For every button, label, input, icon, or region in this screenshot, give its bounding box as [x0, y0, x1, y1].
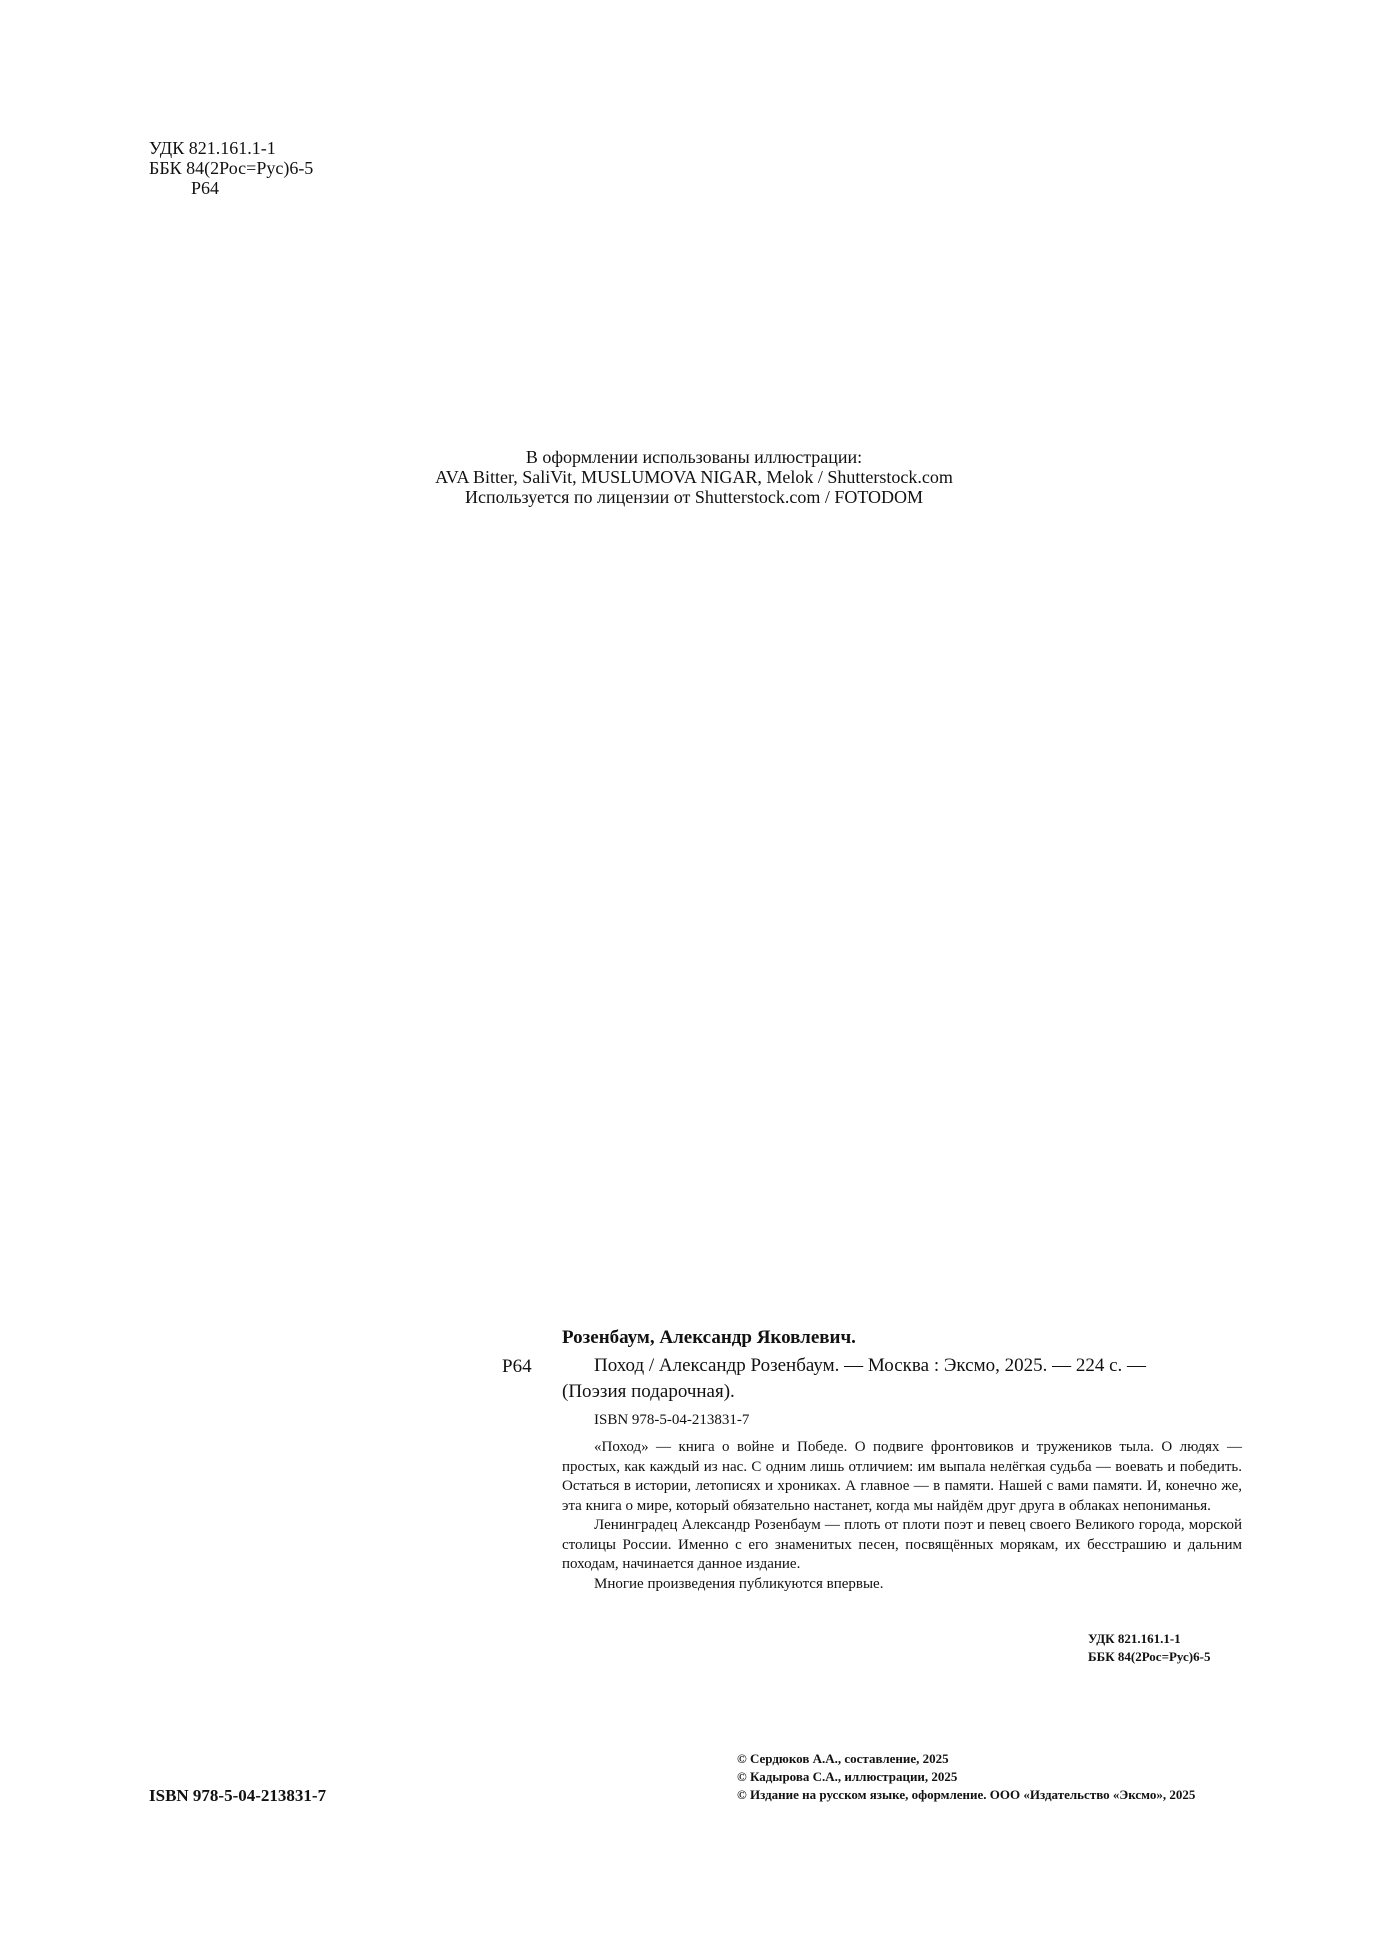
- card-udk-code: УДК 821.161.1-1: [1088, 1631, 1181, 1646]
- annotation-paragraph-1: «Поход» — книга о войне и Победе. О подвиге фронтовиков и тружеников тыла. О людях — простых, как каждый из нас. С одним лишь отличием: им выпала нелёгкая судьба — воевать и победить. Остаться в истории, летописях и хрониках. А главное — в памяти. Нашей с вами памяти. И, конечно же, эта книга о мире, который обязательно настанет, когда мы найдём друг друга в облаках непониманья.: [562, 1439, 1242, 1514]
- annotation-paragraph-3: Многие произведения публикуются впервые.: [594, 1575, 884, 1592]
- credits-line-1: В оформлении использованы иллюстрации:: [525, 447, 863, 467]
- bbk-code: ББК 84(2Рос=Рус)6-5: [149, 158, 314, 178]
- card-bbk-code: ББК 84(2Рос=Рус)6-5: [1088, 1649, 1211, 1664]
- copyright-compiler: © Сердюков А.А., составление, 2025: [737, 1751, 949, 1766]
- card-index: Р64: [502, 1356, 532, 1377]
- credits-line-2: AVA Bitter, SaliVit, MUSLUMOVA NIGAR, Melok / Shutterstock.com: [435, 467, 953, 487]
- udk-code: УДК 821.161.1-1: [149, 138, 276, 158]
- copyright-notices: [737, 1750, 1195, 1804]
- bottom-isbn: ISBN 978-5-04-213831-7: [149, 1786, 327, 1805]
- card-author: Розенбаум, Александр Яковлевич.: [562, 1327, 856, 1348]
- author-sign: Р64: [191, 178, 220, 198]
- card-classification-codes: [1088, 1630, 1210, 1666]
- annotation: [562, 1438, 1242, 1594]
- card-description-line-2: (Поэзия подарочная).: [562, 1381, 735, 1402]
- copyright-edition: © Издание на русском языке, оформление. ООО «Издательство «Эксмо», 2025: [737, 1787, 1196, 1802]
- card-description: [562, 1353, 1242, 1405]
- card-isbn: ISBN 978-5-04-213831-7: [594, 1412, 750, 1428]
- top-classification-codes: [149, 138, 313, 198]
- copyright-illustrations: © Кадырова С.А., иллюстрации, 2025: [737, 1769, 958, 1784]
- card-description-line-1: Поход / Александр Розенбаум. — Москва : Эксмо, 2025. — 224 с. —: [594, 1355, 1147, 1376]
- annotation-paragraph-2: Ленинградец Александр Розенбаум — плоть от плоти поэт и певец своего Великого города, морской столицы России. Именно с его знаменитых песен, посвящённых морякам, их бесстрашию и дальним походам, начинается данное издание.: [562, 1517, 1242, 1572]
- illustration-credits: [0, 447, 1388, 507]
- credits-line-3: Используется по лицензии от Shutterstock.com / FOTODOM: [464, 487, 924, 507]
